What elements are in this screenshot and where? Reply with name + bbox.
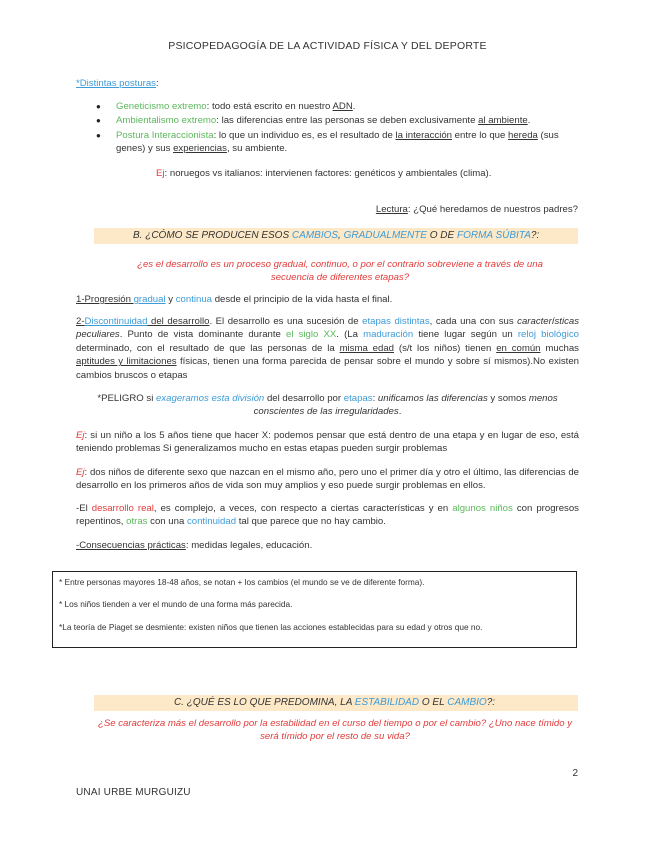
note-line: *La teoría de Piaget se desmiente: existen niños que tienen las acciones establecidas para su edad y otros que no.	[59, 622, 483, 632]
author-footer: UNAI URBE MURGUIZU	[76, 787, 191, 798]
posturas-list	[96, 100, 578, 157]
note-line: * Entre personas mayores 18-48 años, se notan + los cambios (el mundo se ve de diferente forma).	[59, 577, 425, 587]
example-2: Ej: dos niños de diferente sexo que nazcan en el mismo año, pero uno el primer día y otro el último, las diferencias de desarrollo en los primeros años de vida son muy amplios y eso puede surgir problemas en ellos.	[76, 467, 579, 492]
list-item: ● Postura Interaccionista: lo que un individuo es, es el resultado de la interacción entre lo que hereda (sus genes) y sus experiencias, su ambiente.	[96, 129, 578, 156]
consecuencias-line: -Consecuencias prácticas: medidas legales, educación.	[76, 540, 313, 551]
posturas-heading: *Distintas posturas:	[76, 78, 159, 89]
posturas-heading-text: *Distintas posturas	[76, 78, 156, 89]
example-1: Ej: si un niño a los 5 años tiene que hacer X: podemos pensar que está dentro de una etapa y en lugar de eso, está teniendo problemas Si generalizamos mucho en estas etapas pueden surgir problemas	[76, 430, 579, 455]
progresion-paragraph: 1-Progresión gradual y continua desde el principio de la vida hasta el final.	[76, 294, 393, 305]
section-b-question: ¿es el desarrollo es un proceso gradual, continuo, o por el contrario sobreviene a través de una secuencia de diferentes etapas?	[137, 259, 543, 284]
list-item: ● Ambientalismo extremo: las diferencias entre las personas se deben exclusivamente al ambiente.	[96, 114, 578, 127]
page-number: 2	[572, 768, 578, 779]
lectura-line: Lectura: ¿Qué heredamos de nuestros padres?	[375, 204, 578, 215]
section-c-question: ¿Se caracteriza más el desarrollo por la estabilidad en el curso del tiempo o por el cambio? ¿Uno nace tímido y será tímido por el resto de su vida?	[97, 718, 573, 743]
page-header: PSICOPEDAGOGÍA DE LA ACTIVIDAD FÍSICA Y DEL DEPORTE	[168, 40, 487, 52]
notes-box	[52, 571, 577, 648]
desarrollo-real-paragraph: -El desarrollo real, es complejo, a veces, con respecto a ciertas características y en algunos niños con progresos repentinos, otras con una continuidad tal que parece que no hay cambio.	[76, 503, 579, 528]
note-line: * Los niños tienden a ver el mundo de una forma más parecida.	[59, 599, 293, 609]
section-c-title: C. ¿QUÉ ES LO QUE PREDOMINA, LA ESTABILIDAD O EL CAMBIO?:	[174, 697, 496, 708]
discontinuidad-paragraph: 2-Discontinuidad del desarrollo. El desarrollo es una sucesión de etapas distintas, cada una con sus características peculiares. Punto de vista dominante durante el siglo XX. (La maduración tiene lugar según un reloj biológico determinado, con el resultado de que las personas de la misma edad (s/t los niños) tienen en común muchas aptitudes y limitaciones físicas, tienen una forma parecida de pensar sobre el mundo y sobre sí mismos).No existen cambios bruscos o etapas	[76, 316, 580, 381]
list-item: ● Geneticismo extremo: todo está escrito en nuestro ADN.	[96, 100, 578, 113]
section-b-title: B. ¿CÓMO SE PRODUCEN ESOS CAMBIOS, GRADUALMENTE O DE FORMA SÚBITA?:	[133, 230, 540, 241]
peligro-paragraph: *PELIGRO si exageramos esta división del desarrollo por etapas: unificamos las diferencias y somos menos conscientes de las irregularidades.	[97, 393, 558, 418]
posturas-example: Ej: noruegos vs italianos: intervienen factores: genéticos y ambientales (clima).	[156, 168, 492, 179]
